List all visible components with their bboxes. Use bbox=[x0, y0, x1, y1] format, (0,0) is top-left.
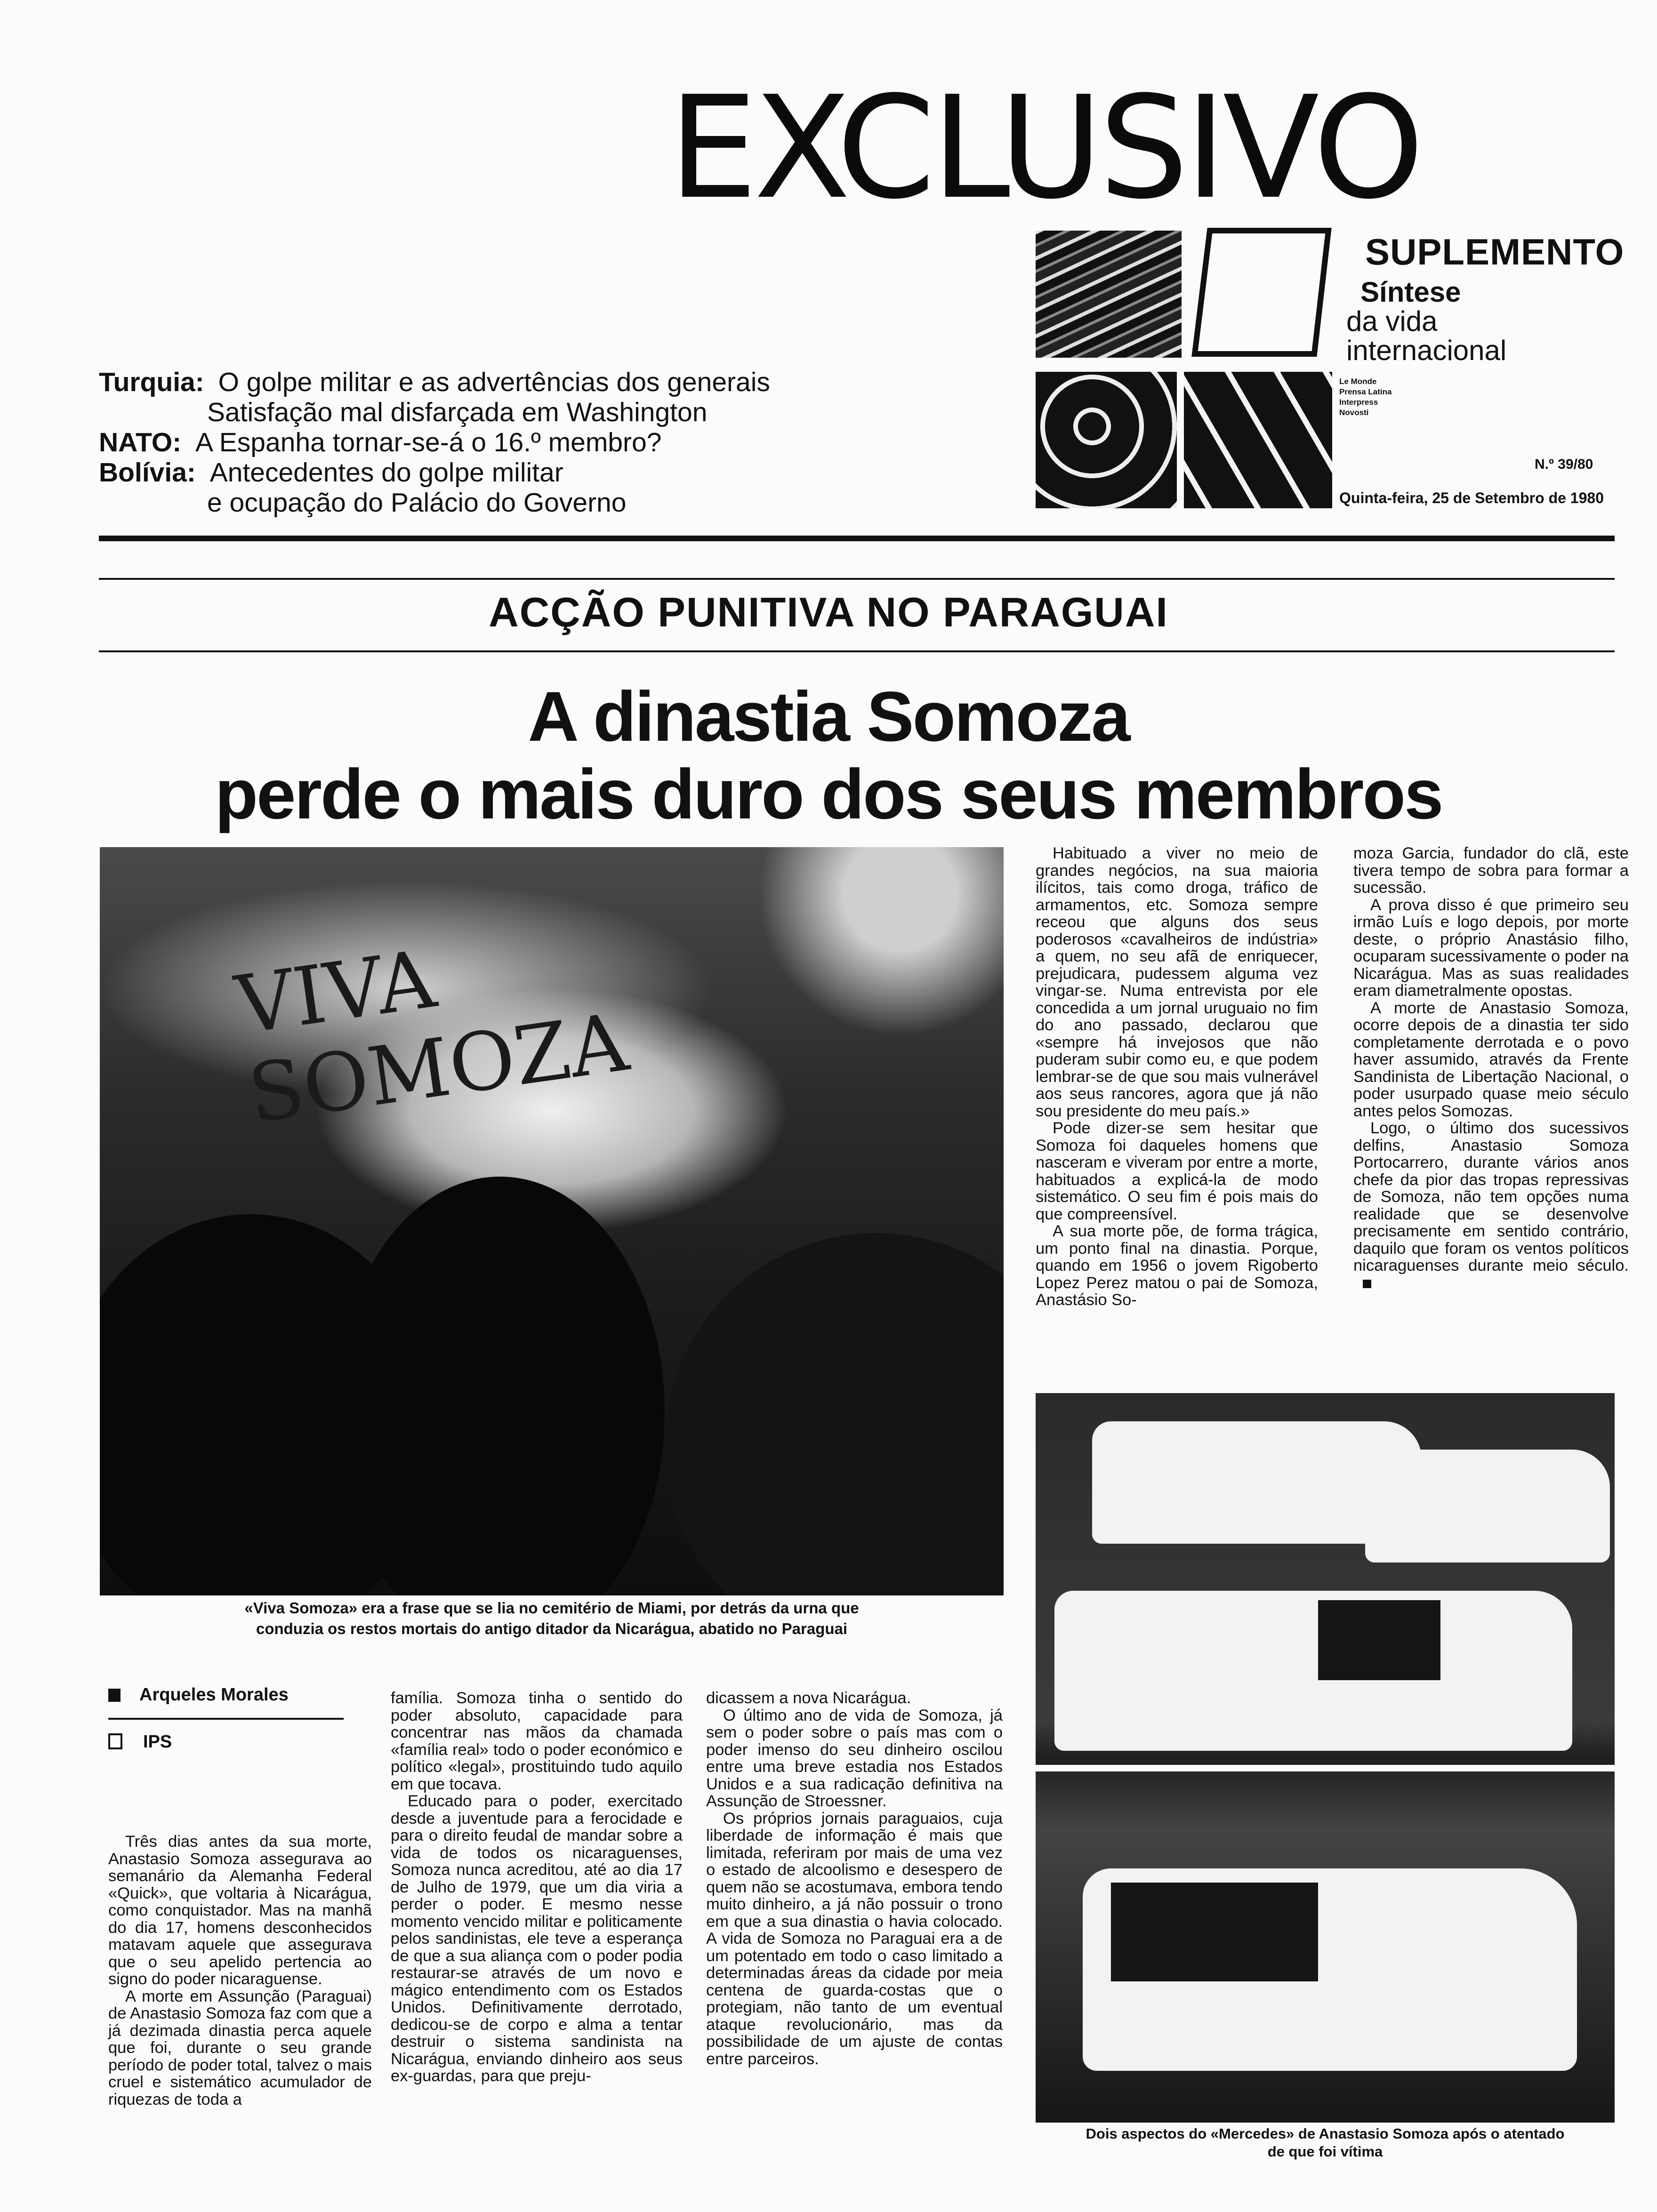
logo-tile-pattern bbox=[1036, 231, 1182, 358]
paragraph: Pode dizer-se sem hesitar que Somoza foi daqueles homens que nasceram e viveram por entre a morte, habituados a explicá-la de modo sistemático. O seu fim é pois mais do que compreensível. bbox=[1036, 1119, 1318, 1223]
article-column-1 bbox=[108, 1833, 372, 2108]
subtitle-line: da vida bbox=[1346, 305, 1438, 337]
paragraph: dicassem a nova Nicarágua. bbox=[706, 1689, 911, 1707]
photo-car-window bbox=[1111, 1883, 1318, 1981]
subtitle-line: Síntese bbox=[1360, 276, 1461, 308]
photo-separator bbox=[1036, 1765, 1615, 1771]
logo-frame-icon bbox=[1191, 226, 1332, 358]
divider bbox=[99, 650, 1615, 652]
article-headline[interactable] bbox=[0, 678, 1657, 833]
article-column-4 bbox=[1036, 845, 1318, 1309]
teaser-key: Bolívia: bbox=[99, 457, 196, 488]
teaser-item[interactable] bbox=[99, 427, 871, 457]
divider bbox=[108, 1718, 344, 1720]
issue-number: N.º 39/80 bbox=[1535, 457, 1593, 472]
headline-line: A dinastia Somoza bbox=[528, 677, 1129, 756]
agency-name: IPS bbox=[143, 1732, 172, 1752]
end-mark-icon bbox=[1363, 1280, 1371, 1288]
logo-tile-pattern bbox=[1184, 372, 1332, 508]
paragraph: Habituado a viver no meio de grandes negócios, na sua maioria ilícitos, tais como droga, tráfico de armamentos, etc. Somoza sempre receou que alguns dos seus poderosos «cavalheiros de indústria» a quem, no seu afã de enriquecer, prejudicara, pudessem alguma vez vingar-se. Numa entrevista por ele concedida a um jornal uruguaio no fim do ano passado, declarou que «sempre há invejosos que não puderam subir como eu, e que podem lembrar-se de que sou mais vulnerável aos seus rancores, agora que já não sou presidente do meu país.» bbox=[1036, 844, 1318, 1120]
paragraph: O último ano de vida de Somoza, já sem o poder sobre o país mas com o poder imenso do seu dinheiro oscilou entre uma breve estadia nos Estados Unidos e a sua radicação definitiva na Assunção de Stroessner. bbox=[706, 1706, 1003, 1810]
agency-icon bbox=[108, 1733, 122, 1749]
teaser-item[interactable] bbox=[99, 457, 871, 488]
partner-name: Interpress bbox=[1339, 398, 1378, 407]
photo-crowd bbox=[665, 1233, 1004, 1595]
supplement-subtitle bbox=[1346, 278, 1544, 365]
square-bullet-icon bbox=[108, 1689, 121, 1702]
partner-name: Prensa Latina bbox=[1339, 387, 1392, 396]
partner-name: Le Monde bbox=[1339, 377, 1377, 386]
photo-graffiti: VIVA SOMOZA bbox=[230, 932, 634, 1141]
supplement-logo bbox=[1036, 226, 1337, 508]
teaser-line: A Espanha tornar-se-á o 16.º membro? bbox=[195, 427, 662, 457]
divider bbox=[99, 536, 1615, 541]
paragraph bbox=[1353, 1120, 1629, 1291]
paragraph: Três dias antes da sua morte, Anastasio Somoza assegurava ao semanário da Alemanha Federal «Quick», que voltaria à Nicarágua, como conquistador. Mas na manhã do dia 17, homens desconhecidos matavam aquele que assegurava que o seu apelido pertencia ao signo do poder nicaraguense. bbox=[108, 1833, 372, 1988]
paragraph: A morte em Assunção (Paraguai) de Anastasio Somoza faz com que a já dezimada dinastia perca aquele que foi, durante o seu grande período de poder total, talvez o mais cruel e sistemático acumulador de riquezas de toda a bbox=[108, 1987, 372, 2108]
teaser-key: Turquia: bbox=[99, 367, 204, 397]
paragraph: A sua morte põe, de forma trágica, um ponto final na dinastia. Porque, quando em 1956 o jovem Rigoberto Lopez Perez matou o pai de Somoza, Anastásio So- bbox=[1036, 1222, 1318, 1309]
teaser-item[interactable] bbox=[99, 367, 871, 397]
teaser-item-cont bbox=[99, 397, 871, 427]
masthead-title: EXCLUSIVO bbox=[668, 66, 1421, 230]
photo-car bbox=[1365, 1450, 1610, 1563]
photo-caption bbox=[100, 1598, 1004, 1639]
teaser-list bbox=[99, 367, 871, 518]
partner-list bbox=[1339, 377, 1392, 418]
paragraph-text: Logo, o último dos sucessivos delfins, Anastasio Somoza Portocarrero, durante vários anos chefe da pior das tropas repressivas de Somoza, não tem opções numa realidade que se desenvolve precisamente em sentido contrário, daquilo que foram os ventos políticos nicaraguenses durante meio século. bbox=[1353, 1119, 1629, 1274]
byline bbox=[108, 1685, 289, 1705]
photo-crowd bbox=[335, 1177, 665, 1595]
paragraph: família. Somoza tinha o sentido do poder absoluto, capacidade para concentrar nas mãos da chamada «família real» todo o poder económico e político «legal», prostituindo tudo aquilo em que tocava. bbox=[391, 1689, 683, 1793]
caption-line: «Viva Somoza» era a frase que se lia no cemitério de Miami, por detrás da urna que bbox=[244, 1599, 859, 1617]
author-name: Arqueles Morales bbox=[139, 1685, 289, 1705]
article-column-3 bbox=[706, 1690, 1003, 2068]
article-column-5 bbox=[1353, 845, 1629, 1291]
paragraph: A morte de Anastasio Somoza, ocorre depois de a dinastia ter sido completamente derrotada e o povo haver assumido, através da Frente Sandinista de Libertação Nacional, o poder usurpado quase meio século antes pelos Somozas. bbox=[1353, 999, 1629, 1120]
subtitle-line: internacional bbox=[1346, 335, 1507, 366]
teaser-line: Satisfação mal disfarçada em Washington bbox=[207, 397, 708, 427]
agency-credit bbox=[108, 1732, 172, 1752]
photo-caption bbox=[1036, 2125, 1615, 2161]
photo-car bbox=[1054, 1591, 1572, 1751]
caption-line: Dois aspectos do «Mercedes» de Anastasio Somoza após o atentado bbox=[1086, 2125, 1565, 2142]
issue-date: Quinta-feira, 25 de Setembro de 1980 bbox=[1339, 489, 1604, 506]
caption-line: de que foi vítima bbox=[1267, 2143, 1383, 2160]
teaser-item-cont bbox=[99, 488, 871, 518]
photo-car-window bbox=[1318, 1600, 1440, 1680]
paragraph: A prova disso é que primeiro seu irmão Luís e logo depois, por morte deste, o próprio Anastásio filho, ocuparam sucessivamente o poder na Nicarágua. Mas as suas realidades eram diametralmente opostas. bbox=[1353, 896, 1629, 1000]
teaser-line: Antecedentes do golpe militar bbox=[209, 457, 563, 488]
paragraph: Os próprios jornais paraguaios, cuja liberdade de informação é mais que limitada, referiram por mais de uma vez o estado de alcoolismo e desespero de quem não se acostumava, embora tendo muito dinheiro, a já não possuir o trono em que a sua dinastia o havia colocado. A vida de Somoza no Paraguai era a de um potentado em todo o caso limitado a determinadas áreas da cidade por meia centena de guarda-costas que o protegiam, não tanto de um eventual ataque revolucionário, mas da possibilidade de um ajuste de contas entre parceiros. bbox=[706, 1809, 1003, 2068]
teaser-line: e ocupação do Palácio do Governo bbox=[207, 488, 627, 518]
section-heading: ACÇÃO PUNITIVA NO PARAGUAI bbox=[489, 589, 1168, 635]
partner-name: Novosti bbox=[1339, 408, 1369, 417]
caption-line: conduzia os restos mortais do antigo ditador da Nicarágua, abatido no Paraguai bbox=[256, 1620, 848, 1637]
article-column-2 bbox=[391, 1690, 683, 2085]
headline-line: perde o mais duro dos seus membros bbox=[215, 754, 1442, 834]
logo-tile-pattern bbox=[1036, 372, 1177, 508]
divider bbox=[99, 578, 1615, 580]
funeral-photo bbox=[100, 847, 1004, 1595]
mercedes-photo bbox=[1036, 1393, 1615, 2123]
paragraph: Educado para o poder, exercitado desde a juventude para a ferocidade e para o direito feudal de mandar sobre a vida de todos os nicaraguenses, Somoza nunca acreditou, até ao dia 17 de Julho de 1979, que um dia viria a perder o poder. E mesmo nesse momento vencido militar e politicamente pelos sandinistas, ele teve a esperança de que a sua aliança com o poder podia restaurar-se através de um novo e mágico entendimento com os Estados Unidos. Definitivamente derrotado, dedicou-se de corpo e alma a tentar destruir o sistema sandinista na Nicarágua, enviando dinheiro aos seus ex-guardas, para que preju- bbox=[391, 1792, 683, 2085]
supplement-title: SUPLEMENTO bbox=[1365, 231, 1625, 272]
teaser-key: NATO: bbox=[99, 427, 182, 457]
paragraph: moza Garcia, fundador do clã, este tivera tempo de sobra para formar a sucessão. bbox=[1353, 844, 1629, 897]
teaser-line: O golpe militar e as advertências dos generais bbox=[218, 367, 770, 397]
